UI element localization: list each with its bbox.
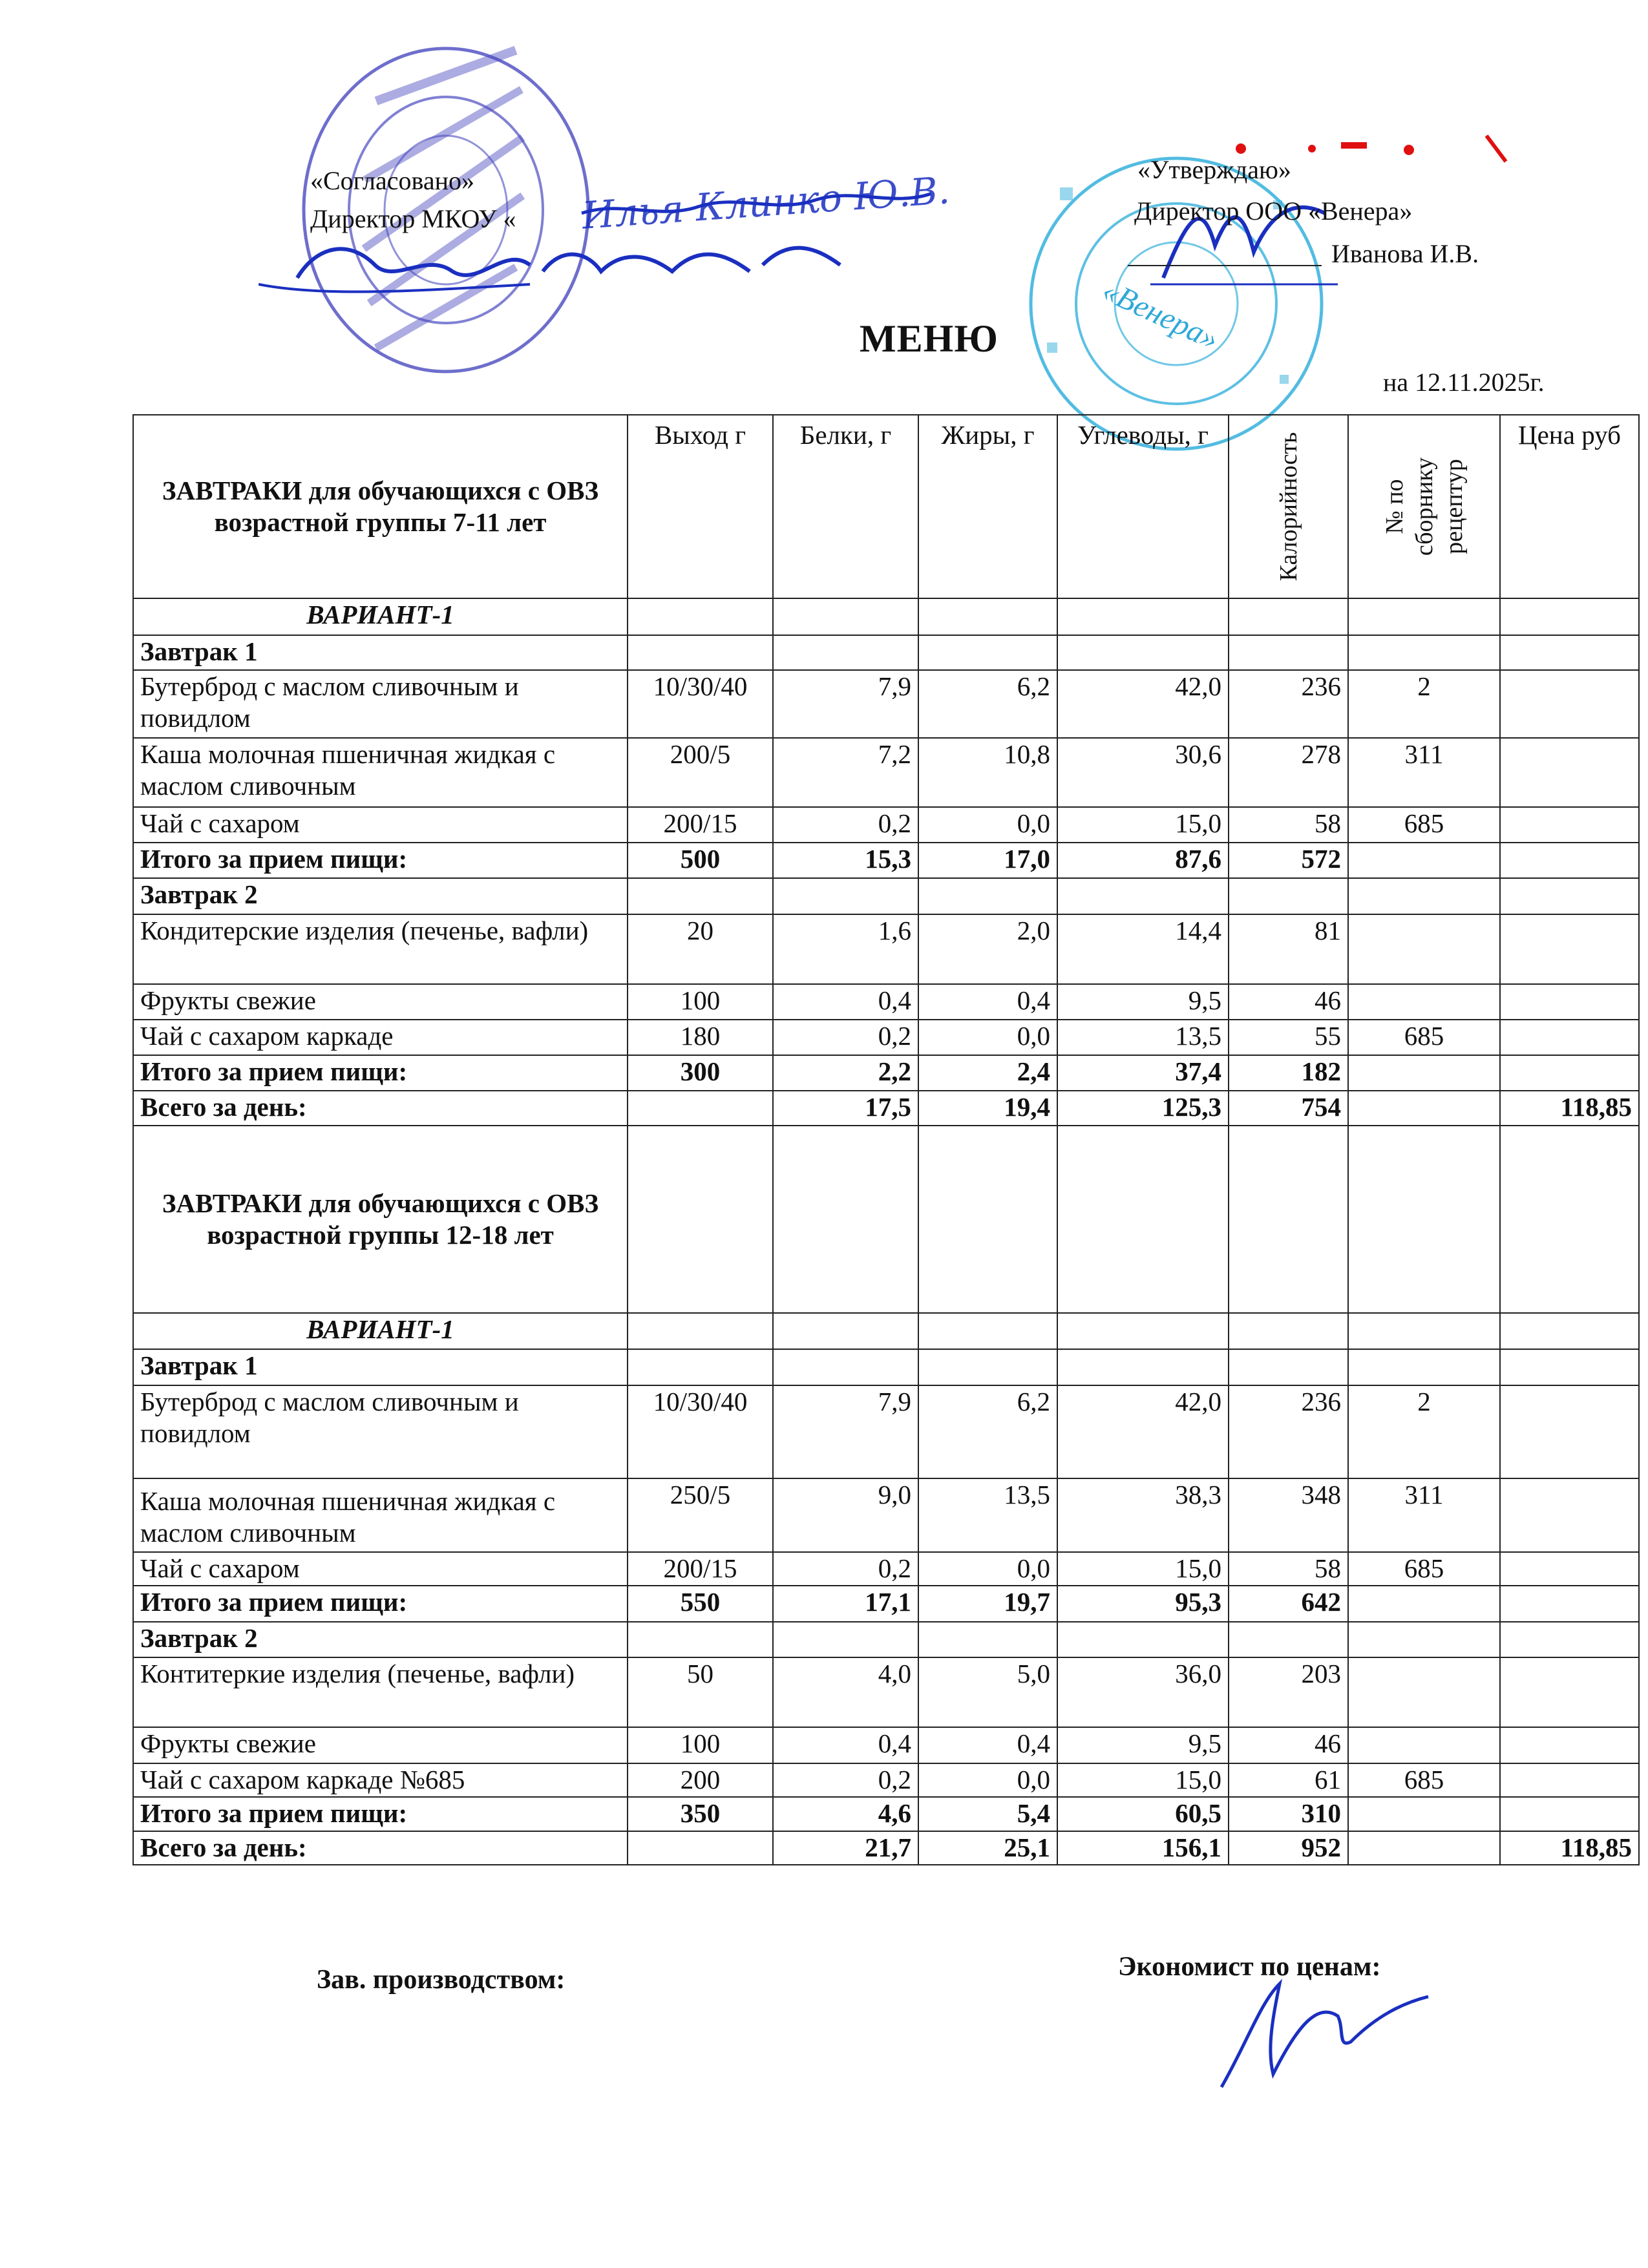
dish-carbs: 42,0 xyxy=(1057,670,1229,738)
dish-fat: 6,2 xyxy=(918,1385,1057,1478)
dish-protein: 0,2 xyxy=(773,1552,918,1586)
meal-title-row xyxy=(133,1622,1639,1657)
meal-title-row xyxy=(133,1349,1639,1385)
dish-calories: 58 xyxy=(1229,807,1348,843)
total-label: Итого за прием пищи: xyxy=(133,1055,628,1091)
total-calories: 310 xyxy=(1229,1797,1348,1831)
total-carbs: 87,6 xyxy=(1057,843,1229,878)
dish-recipe xyxy=(1348,914,1500,984)
total-output: 500 xyxy=(628,843,773,878)
dish-calories: 236 xyxy=(1229,1385,1348,1478)
dish-calories: 58 xyxy=(1229,1552,1348,1586)
dish-fat: 0,0 xyxy=(918,807,1057,843)
dish-name: Чай с сахаром xyxy=(133,1552,628,1586)
dish-output: 200/5 xyxy=(628,738,773,807)
total-protein: 2,2 xyxy=(773,1055,918,1091)
dish-protein: 7,9 xyxy=(773,1385,918,1478)
total-carbs: 37,4 xyxy=(1057,1055,1229,1091)
variant-row xyxy=(133,598,1639,635)
dish-fat: 0,0 xyxy=(918,1552,1057,1586)
dish-output: 180 xyxy=(628,1020,773,1055)
total-output: 550 xyxy=(628,1586,773,1622)
signature-economist xyxy=(1209,1964,1441,2094)
dish-protein: 4,0 xyxy=(773,1657,918,1727)
day-total-fat: 25,1 xyxy=(918,1831,1057,1865)
approval-right-line2: Директор ООО «Венера» xyxy=(1134,196,1413,226)
dish-protein: 0,4 xyxy=(773,1727,918,1763)
day-total-price: 118,85 xyxy=(1500,1091,1639,1126)
total-protein: 4,6 xyxy=(773,1797,918,1831)
day-total-protein: 21,7 xyxy=(773,1831,918,1865)
meal-total-row xyxy=(133,843,1639,878)
dish-name: Чай с сахаром каркаде №685 xyxy=(133,1763,628,1797)
day-total-row xyxy=(133,1831,1639,1865)
footer-production-manager: Зав. производством: xyxy=(317,1965,565,1995)
variant-label: ВАРИАНТ-1 xyxy=(133,1313,628,1349)
day-total-fat: 19,4 xyxy=(918,1091,1057,1126)
total-calories: 572 xyxy=(1229,843,1348,878)
dish-name: Каша молочная пшеничная жидкая с маслом сливочным xyxy=(133,1478,628,1552)
dish-recipe: 2 xyxy=(1348,1385,1500,1478)
footer-economist: Экономист по ценам: xyxy=(1118,1952,1381,1982)
menu-date: на 12.11.2025г. xyxy=(1383,368,1545,397)
meal-total-row xyxy=(133,1055,1639,1091)
total-label: Итого за прием пищи: xyxy=(133,1586,628,1622)
dish-calories: 348 xyxy=(1229,1478,1348,1552)
col-recipe: № по сборнику рецептур xyxy=(1348,415,1500,598)
dish-carbs: 15,0 xyxy=(1057,1552,1229,1586)
table-header-row xyxy=(133,415,1639,598)
dish-protein: 9,0 xyxy=(773,1478,918,1552)
dish-calories: 236 xyxy=(1229,670,1348,738)
dish-calories: 46 xyxy=(1229,984,1348,1020)
dish-carbs: 9,5 xyxy=(1057,1727,1229,1763)
table-row xyxy=(133,1763,1639,1797)
total-fat: 2,4 xyxy=(918,1055,1057,1091)
table-row xyxy=(133,1552,1639,1586)
meal-title: Завтрак 2 xyxy=(133,1622,628,1657)
dish-name: Контитеркие изделия (печенье, вафли) xyxy=(133,1657,628,1727)
dish-fat: 0,0 xyxy=(918,1763,1057,1797)
dish-carbs: 42,0 xyxy=(1057,1385,1229,1478)
dish-fat: 5,0 xyxy=(918,1657,1057,1727)
approval-right-underline xyxy=(1128,265,1322,266)
dish-calories: 203 xyxy=(1229,1657,1348,1727)
day-total-carbs: 125,3 xyxy=(1057,1091,1229,1126)
dish-output: 200 xyxy=(628,1763,773,1797)
dish-output: 200/15 xyxy=(628,807,773,843)
dish-name: Чай с сахаром xyxy=(133,807,628,843)
group2-title: ЗАВТРАКИ для обучающихся с ОВЗ возрастной группы 12-18 лет xyxy=(133,1126,628,1313)
dish-output: 200/15 xyxy=(628,1552,773,1586)
meal-title-row xyxy=(133,635,1639,670)
day-total-protein: 17,5 xyxy=(773,1091,918,1126)
dish-output: 250/5 xyxy=(628,1478,773,1552)
dish-carbs: 36,0 xyxy=(1057,1657,1229,1727)
total-protein: 17,1 xyxy=(773,1586,918,1622)
variant-label: ВАРИАНТ-1 xyxy=(133,598,628,635)
total-label: Итого за прием пищи: xyxy=(133,843,628,878)
dish-recipe: 685 xyxy=(1348,1020,1500,1055)
day-total-calories: 952 xyxy=(1229,1831,1348,1865)
col-protein: Белки, г xyxy=(773,415,918,598)
table-row xyxy=(133,738,1639,807)
dish-carbs: 13,5 xyxy=(1057,1020,1229,1055)
table-row xyxy=(133,807,1639,843)
total-carbs: 60,5 xyxy=(1057,1797,1229,1831)
dish-fat: 6,2 xyxy=(918,670,1057,738)
dish-name: Фрукты свежие xyxy=(133,1727,628,1763)
dish-fat: 2,0 xyxy=(918,914,1057,984)
total-calories: 182 xyxy=(1229,1055,1348,1091)
dish-carbs: 15,0 xyxy=(1057,1763,1229,1797)
dish-recipe xyxy=(1348,1727,1500,1763)
day-total-row xyxy=(133,1091,1639,1126)
dish-name: Чай с сахаром каркаде xyxy=(133,1020,628,1055)
day-total-price: 118,85 xyxy=(1500,1831,1639,1865)
table-row xyxy=(133,1478,1639,1552)
col-fat: Жиры, г xyxy=(918,415,1057,598)
menu-table xyxy=(132,414,1640,1865)
dish-protein: 0,2 xyxy=(773,1763,918,1797)
meal-title: Завтрак 1 xyxy=(133,635,628,670)
dish-output: 100 xyxy=(628,984,773,1020)
dish-name: Каша молочная пшеничная жидкая с маслом сливочным xyxy=(133,738,628,807)
dish-recipe: 685 xyxy=(1348,1552,1500,1586)
dish-fat: 10,8 xyxy=(918,738,1057,807)
approval-right-line3: Иванова И.В. xyxy=(1331,239,1479,268)
total-output: 350 xyxy=(628,1797,773,1831)
day-total-calories: 754 xyxy=(1229,1091,1348,1126)
total-carbs: 95,3 xyxy=(1057,1586,1229,1622)
dish-name: Фрукты свежие xyxy=(133,984,628,1020)
dish-recipe: 685 xyxy=(1348,807,1500,843)
dish-carbs: 14,4 xyxy=(1057,914,1229,984)
total-output: 300 xyxy=(628,1055,773,1091)
table-row xyxy=(133,1385,1639,1478)
dish-calories: 81 xyxy=(1229,914,1348,984)
col-carbs: Углеводы, г xyxy=(1057,415,1229,598)
page-title: МЕНЮ xyxy=(860,317,998,360)
approval-left-line2: Директор МКОУ « xyxy=(310,204,516,233)
dish-fat: 0,4 xyxy=(918,1727,1057,1763)
day-total-carbs: 156,1 xyxy=(1057,1831,1229,1865)
dish-protein: 0,4 xyxy=(773,984,918,1020)
dish-name: Кондитерские изделия (печенье, вафли) xyxy=(133,914,628,984)
approval-left-line1: «Согласовано» xyxy=(310,166,475,195)
dish-recipe: 311 xyxy=(1348,1478,1500,1552)
dish-carbs: 30,6 xyxy=(1057,738,1229,807)
dish-recipe xyxy=(1348,984,1500,1020)
dish-output: 10/30/40 xyxy=(628,670,773,738)
dish-output: 50 xyxy=(628,1657,773,1727)
dish-protein: 1,6 xyxy=(773,914,918,984)
dish-calories: 61 xyxy=(1229,1763,1348,1797)
total-fat: 17,0 xyxy=(918,843,1057,878)
table-row xyxy=(133,1657,1639,1727)
dish-protein: 0,2 xyxy=(773,807,918,843)
dish-output: 20 xyxy=(628,914,773,984)
dish-fat: 0,0 xyxy=(918,1020,1057,1055)
table-row xyxy=(133,1727,1639,1763)
dish-recipe xyxy=(1348,1657,1500,1727)
table-row xyxy=(133,914,1639,984)
group1-title: ЗАВТРАКИ для обучающихся с ОВЗ возрастной группы 7-11 лет xyxy=(133,415,628,598)
dish-recipe: 2 xyxy=(1348,670,1500,738)
dish-recipe: 685 xyxy=(1348,1763,1500,1797)
meal-total-row xyxy=(133,1586,1639,1622)
dish-calories: 278 xyxy=(1229,738,1348,807)
dish-calories: 55 xyxy=(1229,1020,1348,1055)
dish-carbs: 9,5 xyxy=(1057,984,1229,1020)
col-output: Выход г xyxy=(628,415,773,598)
dish-carbs: 38,3 xyxy=(1057,1478,1229,1552)
signature-left-text: Илья Клинко Ю.В. xyxy=(580,168,951,238)
variant-row xyxy=(133,1313,1639,1349)
total-protein: 15,3 xyxy=(773,843,918,878)
dish-name: Бутерброд с маслом сливочным и повидлом xyxy=(133,1385,628,1478)
meal-title: Завтрак 2 xyxy=(133,878,628,914)
dish-fat: 0,4 xyxy=(918,984,1057,1020)
dish-calories: 46 xyxy=(1229,1727,1348,1763)
dish-output: 10/30/40 xyxy=(628,1385,773,1478)
group-title-row xyxy=(133,1126,1639,1313)
day-total-label: Всего за день: xyxy=(133,1091,628,1126)
dish-output: 100 xyxy=(628,1727,773,1763)
table-row xyxy=(133,984,1639,1020)
table-row xyxy=(133,1020,1639,1055)
meal-title: Завтрак 1 xyxy=(133,1349,628,1385)
table-row xyxy=(133,670,1639,738)
dish-protein: 0,2 xyxy=(773,1020,918,1055)
dish-recipe: 311 xyxy=(1348,738,1500,807)
day-total-label: Всего за день: xyxy=(133,1831,628,1865)
dish-protein: 7,2 xyxy=(773,738,918,807)
dish-protein: 7,9 xyxy=(773,670,918,738)
col-price: Цена руб xyxy=(1500,415,1639,598)
meal-title-row xyxy=(133,878,1639,914)
dish-fat: 13,5 xyxy=(918,1478,1057,1552)
dish-name: Бутерброд с маслом сливочным и повидлом xyxy=(133,670,628,738)
total-calories: 642 xyxy=(1229,1586,1348,1622)
approval-right-line1: «Утверждаю» xyxy=(1137,155,1291,184)
col-calories: Калорийность xyxy=(1229,415,1348,598)
meal-total-row xyxy=(133,1797,1639,1831)
total-fat: 5,4 xyxy=(918,1797,1057,1831)
stamp-right-name: «Венера» xyxy=(1097,273,1224,357)
total-label: Итого за прием пищи: xyxy=(133,1797,628,1831)
total-fat: 19,7 xyxy=(918,1586,1057,1622)
dish-carbs: 15,0 xyxy=(1057,807,1229,843)
